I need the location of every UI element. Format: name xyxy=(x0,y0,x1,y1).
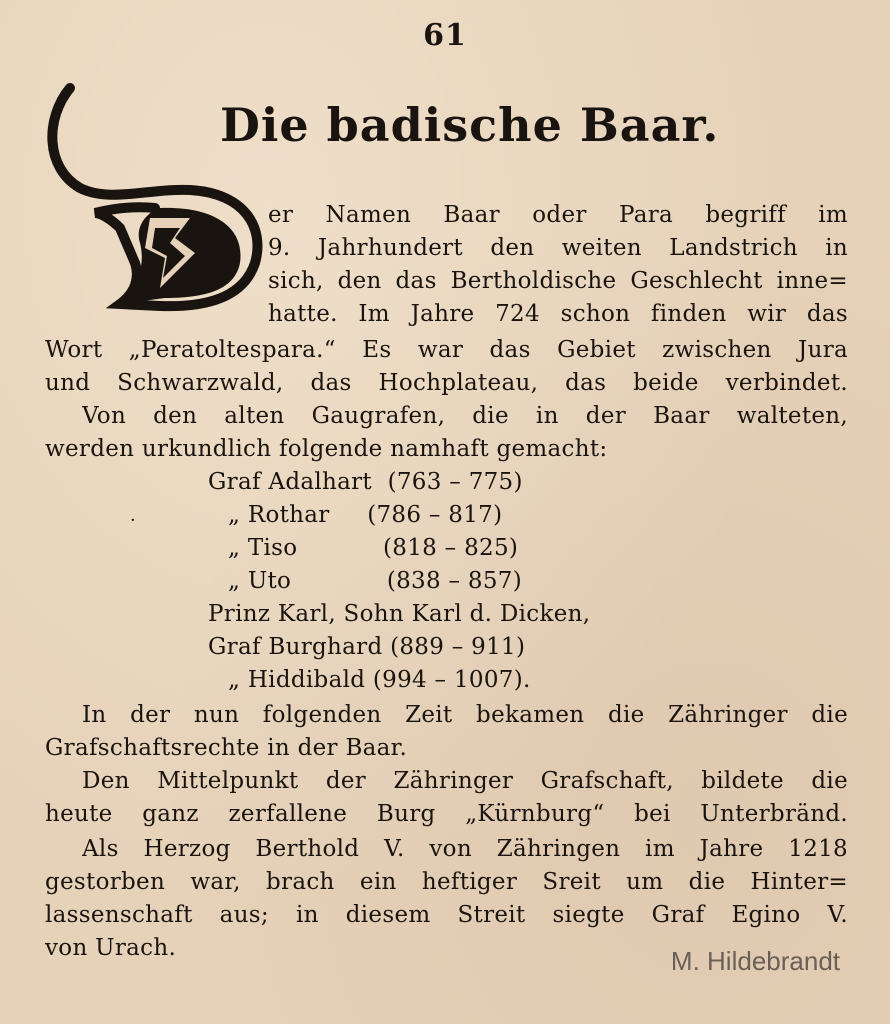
page-title: Die badische Baar. xyxy=(220,98,720,152)
text-line: heute ganz zerfallene Burg „Kürnburg“ bei Unterbränd. xyxy=(45,801,848,827)
count-name: „ Uto xyxy=(228,568,292,594)
text-line: hatte. Im Jahre 724 schon finden wir das xyxy=(268,301,848,327)
count-entry xyxy=(208,599,590,629)
text-line: er Namen Baar oder Para begriff im xyxy=(268,202,848,228)
count-entry xyxy=(228,566,522,596)
decorative-initial-d xyxy=(40,78,270,313)
count-name: Prinz Karl, Sohn Karl d. Dicken, xyxy=(208,601,591,627)
text-line: 9. Jahrhundert den weiten Landstrich in xyxy=(268,235,848,261)
count-dates: (838 – 857) xyxy=(386,568,522,594)
text-line: Wort „Peratoltespara.“ Es war das Gebiet zwischen Jura xyxy=(45,337,848,363)
count-name: „ Hiddibald (994 – 1007). xyxy=(228,667,531,693)
text-line: werden urkundlich folgende namhaft gemacht: xyxy=(45,436,608,462)
count-entry xyxy=(228,500,502,530)
stray-dot: · xyxy=(130,510,136,531)
count-name: Graf Adalhart xyxy=(208,469,372,495)
text-line: In der nun folgenden Zeit bekamen die Zähringer die xyxy=(82,702,848,728)
count-entry xyxy=(208,467,523,497)
text-line: und Schwarzwald, das Hochplateau, das beide verbindet. xyxy=(45,370,848,396)
text-line: Grafschaftsrechte in der Baar. xyxy=(45,735,408,761)
count-entry xyxy=(228,533,518,563)
count-name: „ Rothar xyxy=(228,502,330,528)
text-line: Den Mittelpunkt der Zähringer Grafschaft, bildete die xyxy=(82,768,848,794)
count-name: „ Tiso xyxy=(228,535,298,561)
initial-letter: D xyxy=(40,78,41,79)
count-entry xyxy=(208,632,525,662)
text-line: sich, den das Bertholdische Geschlecht inne= xyxy=(268,268,848,294)
text-line: Von den alten Gaugrafen, die in der Baar walteten, xyxy=(82,403,848,429)
watermark-text: M. Hildebrandt xyxy=(670,946,840,976)
count-dates: (786 – 817) xyxy=(367,502,503,528)
count-dates: (763 – 775) xyxy=(387,469,523,495)
text-line: gestorben war, brach ein heftiger Sreit um die Hinter= xyxy=(45,869,848,895)
page-number: 61 xyxy=(423,18,467,53)
text-line: von Urach. xyxy=(45,935,177,961)
count-entry xyxy=(228,665,531,695)
count-name: Graf Burghard (889 – 911) xyxy=(208,634,526,660)
text-line: lassenschaft aus; in diesem Streit siegte Graf Egino V. xyxy=(45,902,848,928)
count-dates: (818 – 825) xyxy=(383,535,519,561)
text-line: Als Herzog Berthold V. von Zähringen im Jahre 1218 xyxy=(82,836,848,862)
